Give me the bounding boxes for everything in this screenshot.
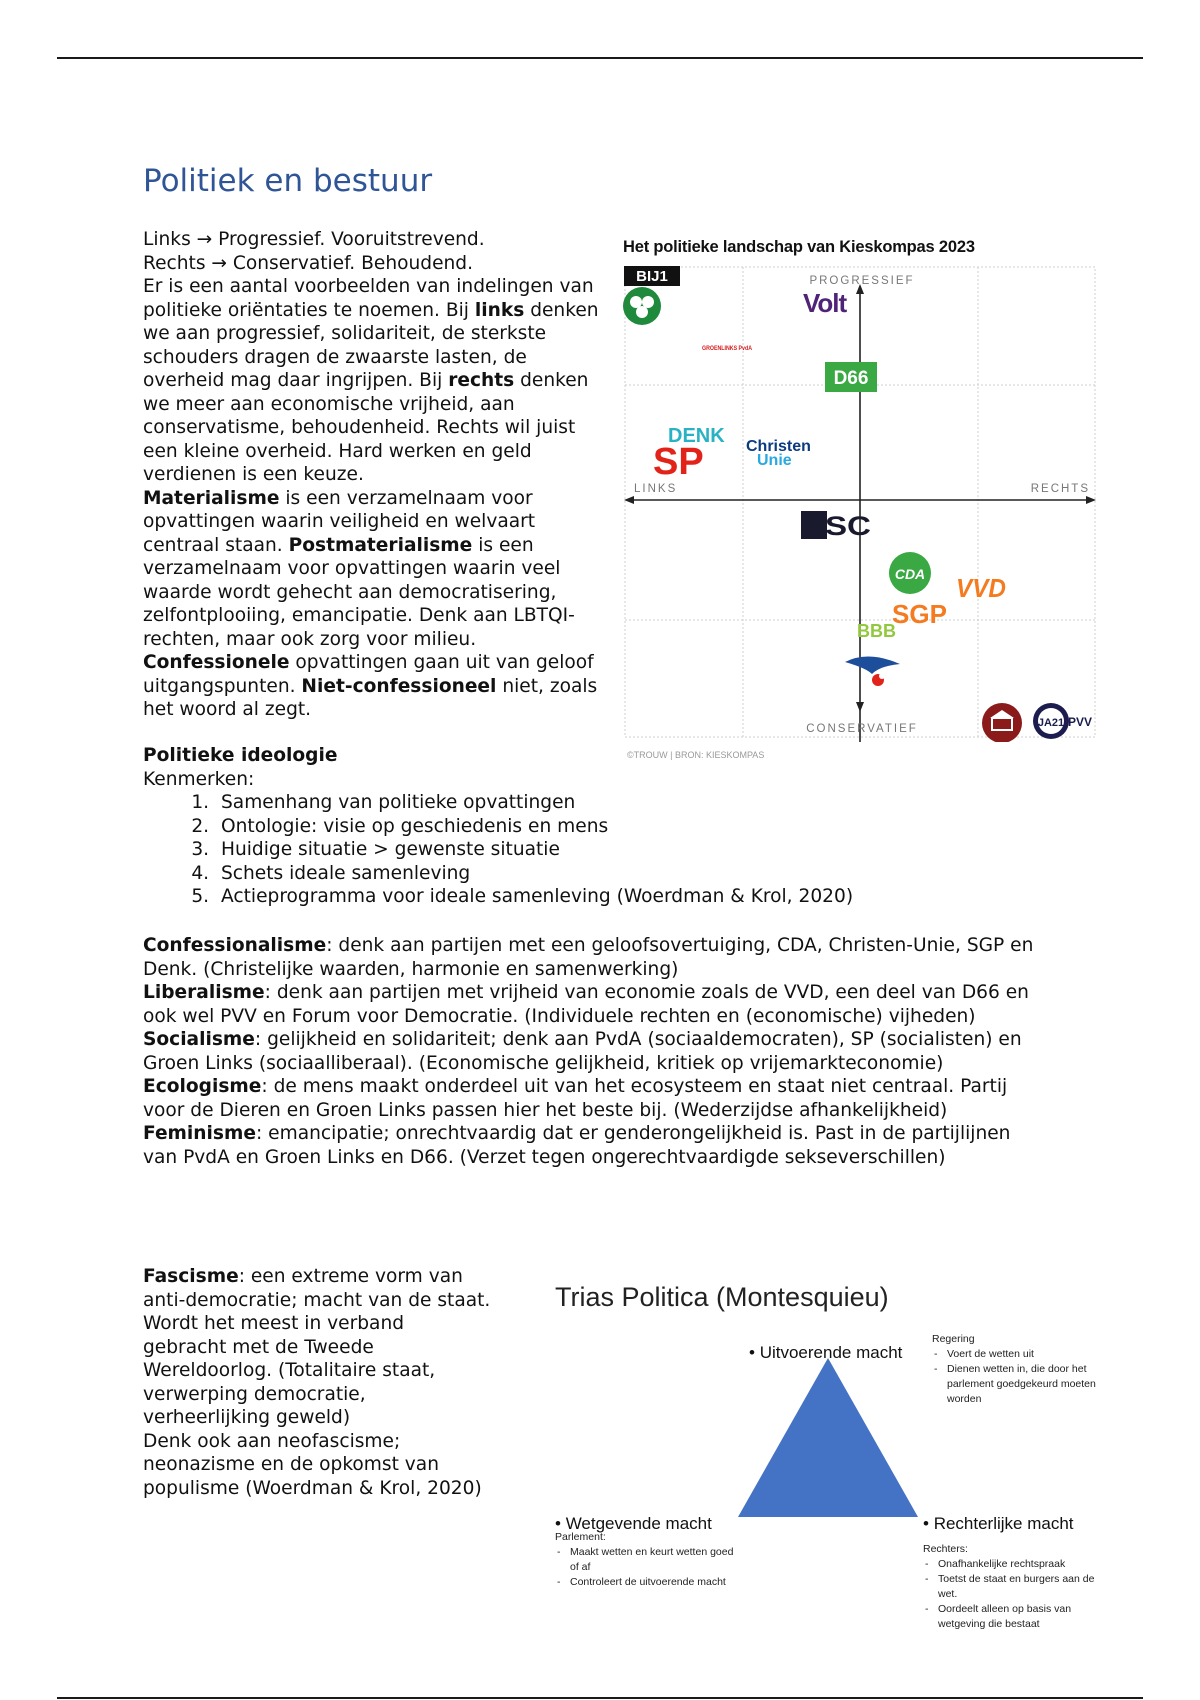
intro-paragraph-materialisme: Materialisme is een verzamelnaam voor opvattingen waarin veiligheid en welvaart centraal staan. Postmaterialisme is een verzamelnaam voor opvattingen waarin veel waarde wordt gehecht aan democratisering, zelfontplooiing, emancipatie. Denk aan LBTQI-rechten, maar ook zorg voor milieu. bbox=[143, 487, 575, 650]
intro-left-line: Links → Progressief. Vooruitstrevend. bbox=[143, 229, 485, 250]
list-item: - Dienen wetten in, die door het parlement goedgekeurd moeten worden bbox=[932, 1362, 1127, 1407]
legislative-power-details bbox=[555, 1530, 745, 1590]
ideology-section bbox=[143, 744, 1143, 909]
executive-power-details bbox=[932, 1332, 1127, 1407]
party-gl-pvda-logo bbox=[702, 346, 753, 352]
party-bbb-label: BBB bbox=[857, 621, 896, 641]
list-item: 3. Huidige situatie > gewenste situatie bbox=[215, 838, 1143, 862]
ism-fascisme: Fascisme: een extreme vorm van anti-democratie; macht van de staat. Wordt het meest in verband gebracht met de Tweede Wereldoorlog. (Totalitaire staat, verwerping democratie, verheerlijking geweld) bbox=[143, 1266, 491, 1428]
kieskompas-chart bbox=[620, 262, 1120, 742]
axis-label-bottom: CONSERVATIEF bbox=[806, 723, 918, 735]
ideology-heading: Politieke ideologie bbox=[143, 745, 338, 766]
kieskompas-source: ©TROUW | BRON: KIESKOMPAS bbox=[627, 750, 765, 760]
party-cda-logo bbox=[889, 552, 931, 594]
executive-power-label: • Uitvoerende macht bbox=[749, 1343, 903, 1362]
party-sp-label: SP bbox=[653, 441, 704, 483]
trias-triangle bbox=[738, 1358, 918, 1517]
party-volt-label: Volt bbox=[803, 288, 847, 318]
list-item: - Toetst de staat en burgers aan de wet. bbox=[923, 1572, 1108, 1602]
intro-right-line: Rechts → Conservatief. Behoudend. bbox=[143, 252, 474, 274]
list-item: 4. Schets ideale samenleving bbox=[215, 862, 1143, 886]
vertical-axis-arrow-bottom bbox=[856, 702, 864, 712]
ism-ecologisme: Ecologisme: de mens maakt onderdeel uit van het ecosysteem en staat niet centraal. Partij voor de Dieren en Groen Links passen hier het beste bij. (Wederzijdse afhankelijkheid) bbox=[143, 1076, 1008, 1121]
party-cda-label: CDA bbox=[894, 566, 926, 582]
kieskompas-figure bbox=[620, 232, 1120, 772]
party-christenunie-label-2: Unie bbox=[757, 452, 792, 469]
intro-paragraph-confessioneel: Confessionele opvattingen gaan uit van geloof uitgangspunten. Niet-confessioneel niet, zoals het woord al zegt. bbox=[143, 652, 598, 720]
party-gl-pvda-label: GROENLINKS PvdA bbox=[702, 346, 753, 352]
list-item: 1. Samenhang van politieke opvattingen bbox=[215, 791, 1143, 815]
trias-politica-figure bbox=[505, 1265, 1160, 1645]
judicial-power-details bbox=[923, 1542, 1108, 1632]
party-pvv-logo bbox=[845, 656, 900, 686]
list-item: 2. Ontologie: visie op geschiedenis en mens bbox=[215, 815, 1143, 839]
bottom-rule bbox=[57, 1697, 1143, 1699]
party-christenunie-label-1: Christen bbox=[746, 438, 811, 455]
party-ja21-label: JA21 bbox=[1037, 717, 1065, 729]
top-rule bbox=[57, 57, 1143, 59]
ism-socialisme: Socialisme: gelijkheid en solidariteit; denk aan PvdA (sociaaldemocraten), SP (socialisten) en Groen Links (sociaalliberaal). (Economische gelijkheid, kritiek op vrijemarkteconomie) bbox=[143, 1029, 1022, 1074]
page-title: Politiek en bestuur bbox=[143, 163, 433, 199]
party-sgp-label: SGP bbox=[892, 599, 947, 629]
intro-paragraph-links-rechts: Er is een aantal voorbeelden van indelingen van politieke oriëntaties te noemen. Bij links denken we aan progressief, solidariteit, de sterkste schouders dragen de zwaarste lasten, de overheid mag daar ingrijpen. Bij rechts denken we meer aan economische vrijheid, aan conservatisme, behoudenheid. Rechts wil juist een kleine overheid. Hard werken en geld verdienen is een keuze. bbox=[143, 276, 599, 485]
party-bij1-logo bbox=[624, 266, 680, 286]
fascism-section bbox=[143, 1265, 493, 1500]
list-item: - Voert de wetten uit bbox=[932, 1347, 1127, 1362]
neofascism-note: Denk ook aan neofascisme; neonazisme en de opkomst van populisme (Woerdman & Krol, 2020) bbox=[143, 1430, 482, 1499]
ideology-subheading: Kenmerken: bbox=[143, 768, 255, 790]
ism-confessionalisme: Confessionalisme: denk aan partijen met een geloofsovertuiging, CDA, Christen-Unie, SGP en Denk. (Christelijke waarden, harmonie en samenwerking) bbox=[143, 935, 1034, 980]
isms-section bbox=[143, 934, 1043, 1169]
party-d66-logo bbox=[825, 362, 877, 392]
party-fvd-logo bbox=[982, 703, 1022, 742]
party-pvv-label: PVV bbox=[1068, 715, 1093, 729]
list-item: - Controleert de uitvoerende macht bbox=[555, 1575, 745, 1590]
party-bij1-label: BIJ1 bbox=[636, 268, 668, 285]
executive-power-group: Regering bbox=[932, 1333, 975, 1345]
axis-label-right: RECHTS bbox=[1030, 483, 1090, 495]
ism-liberalisme: Liberalisme: denk aan partijen met vrijheid van economie zoals de VVD, een deel van D66 en ook wel PVV en Forum voor Democratie. (Individuele rechten en (economische) vijheden) bbox=[143, 982, 1029, 1027]
list-item: - Maakt wetten en keurt wetten goed of af bbox=[555, 1545, 745, 1575]
party-denk-label: DENK bbox=[668, 425, 725, 447]
ism-feminisme: Feminisme: emancipatie; onrechtvaardig dat er genderongelijkheid is. Past in de partijlijnen van PvdA en Groen Links en D66. (Verzet tegen ongerechtvaardigde sekseverschillen) bbox=[143, 1123, 1011, 1168]
legislative-power-label: • Wetgevende macht bbox=[555, 1514, 712, 1533]
party-vvd-label: VVD bbox=[956, 573, 1007, 603]
axis-label-left: LINKS bbox=[634, 483, 678, 495]
party-nsc-label: NSC bbox=[801, 511, 871, 541]
party-pvdd-logo bbox=[623, 287, 661, 325]
list-item: - Oordeelt alleen op basis van wetgeving die bestaat bbox=[923, 1602, 1108, 1632]
list-item: 5. Actieprogramma voor ideale samenleving (Woerdman & Krol, 2020) bbox=[215, 885, 1143, 909]
trias-title: Trias Politica (Montesquieu) bbox=[555, 1282, 889, 1312]
legislative-power-group: Parlement: bbox=[555, 1531, 606, 1543]
ideology-list bbox=[143, 791, 1143, 909]
party-ja21-logo bbox=[1033, 703, 1092, 739]
axis-label-top: PROGRESSIEF bbox=[809, 275, 915, 287]
list-item: - Onafhankelijke rechtspraak bbox=[923, 1557, 1108, 1572]
judicial-power-label: • Rechterlijke macht bbox=[923, 1514, 1074, 1533]
kieskompas-title: Het politieke landschap van Kieskompas 2023 bbox=[623, 238, 975, 256]
party-nsc-logo bbox=[801, 511, 871, 541]
judicial-power-group: Rechters: bbox=[923, 1543, 968, 1555]
party-d66-label: D66 bbox=[833, 368, 869, 389]
intro-section bbox=[143, 228, 613, 722]
